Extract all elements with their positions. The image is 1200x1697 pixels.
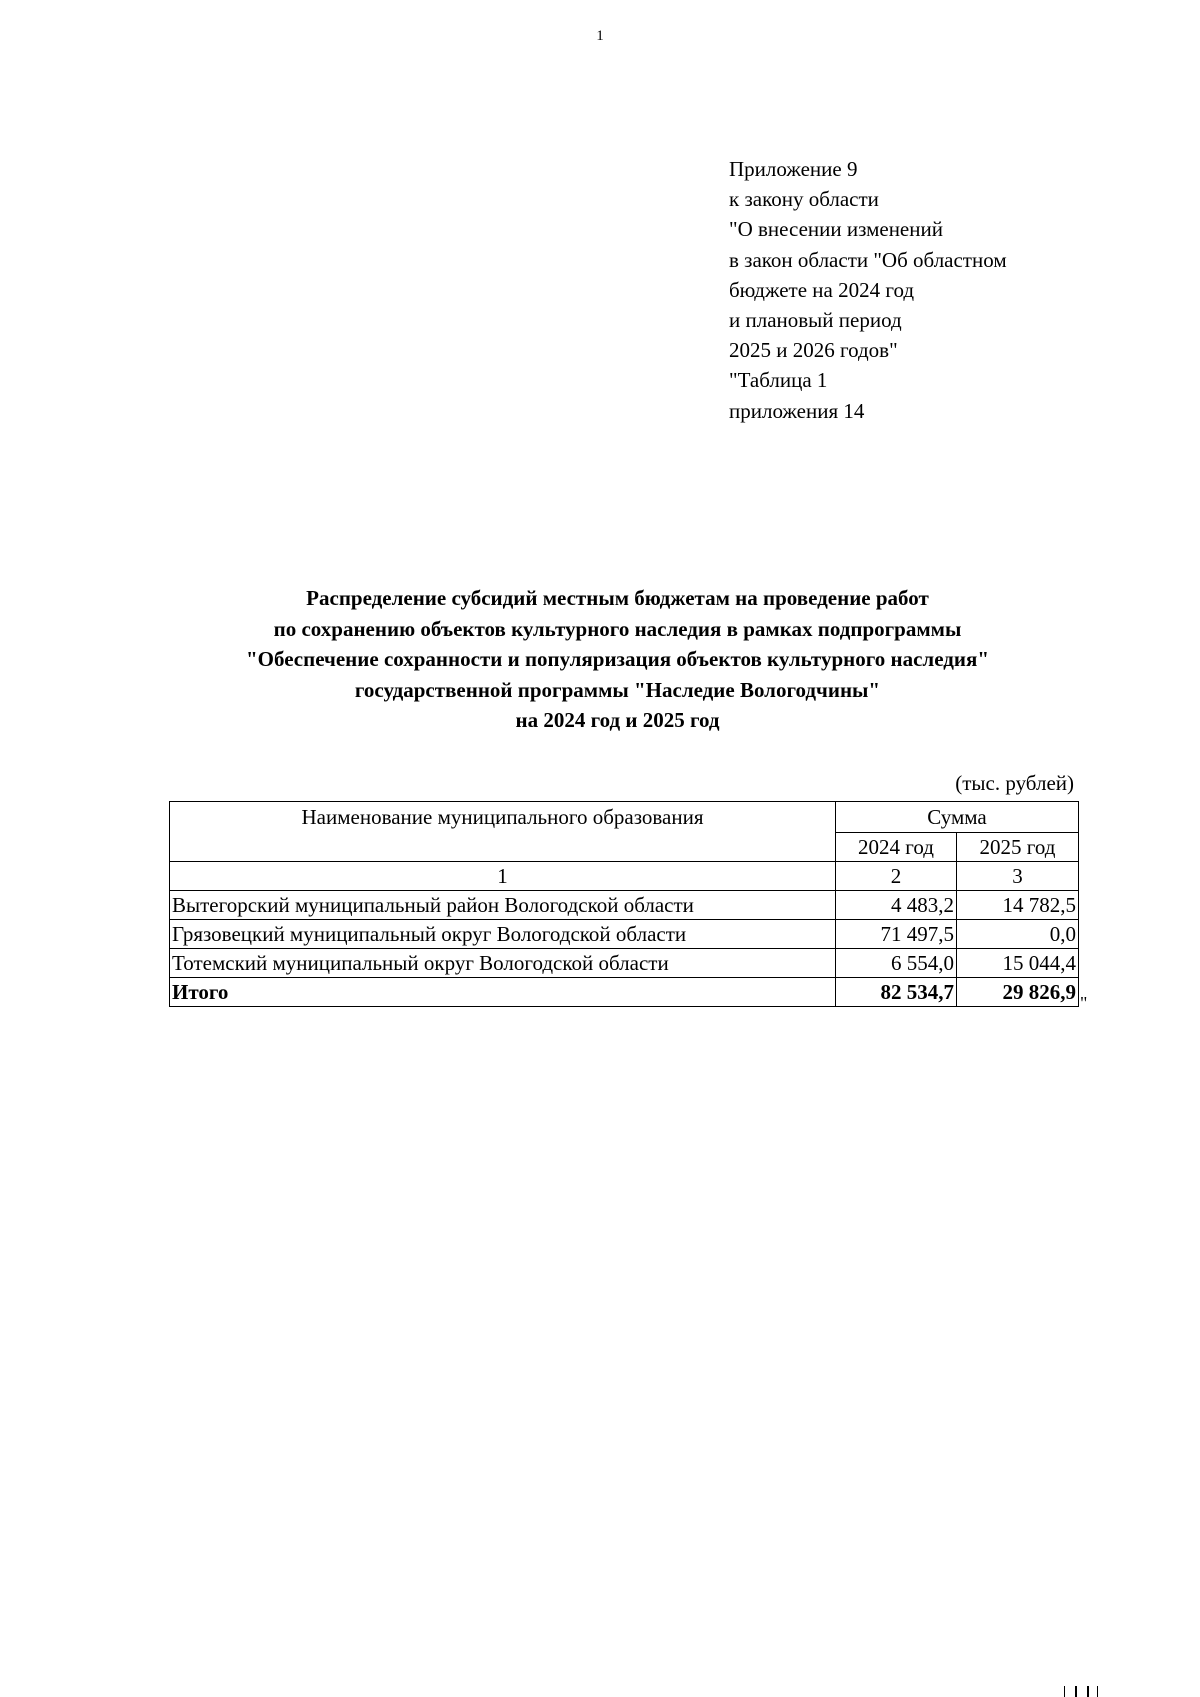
total-row: [170, 978, 1079, 1007]
units-note: (тыс. рублей): [955, 771, 1074, 795]
subsidy-table: [169, 801, 1079, 1007]
municipality-name: Тотемский муниципальный округ Вологодской области: [170, 949, 836, 978]
title-line: Распределение субсидий местным бюджетам на проведение работ: [306, 586, 929, 610]
amount-2024: 4 483,2: [836, 891, 957, 920]
closing-quote: ": [1080, 993, 1088, 1013]
appendix-line: "Таблица 1: [729, 368, 828, 393]
appendix-line: Приложение 9: [729, 157, 858, 181]
title-line: государственной программы "Наследие Вологодчины": [354, 677, 881, 702]
header-year-2024: 2024 год: [836, 833, 957, 862]
appendix-line: бюджете на 2024 год: [729, 277, 915, 302]
appendix-reference: [729, 154, 1149, 426]
scan-mark: [1064, 1686, 1098, 1697]
amount-2024: 6 554,0: [836, 949, 957, 978]
appendix-line: к закону области: [729, 187, 879, 212]
table-header-row: [170, 802, 1079, 833]
column-number: 2: [836, 862, 957, 891]
appendix-line: "О внесении изменений: [729, 217, 943, 242]
amount-2024: 71 497,5: [836, 920, 957, 949]
column-number: 3: [957, 862, 1079, 891]
total-2025: 29 826,9: [957, 978, 1079, 1007]
amount-2025: 14 782,5: [957, 891, 1079, 920]
column-number: 1: [170, 862, 836, 891]
table-row: [170, 920, 1079, 949]
total-2024: 82 534,7: [836, 978, 957, 1007]
header-sum-cell: Сумма: [836, 802, 1079, 833]
amount-2025: 15 044,4: [957, 949, 1079, 978]
municipality-name: Вытегорский муниципальный район Вологодской области: [170, 891, 836, 920]
page-number: 1: [596, 28, 604, 44]
appendix-line: в закон области "Об областном: [729, 247, 1007, 272]
appendix-line: 2025 и 2026 годов": [729, 338, 898, 363]
document-title: [150, 583, 1085, 736]
amount-2025: 0,0: [957, 920, 1079, 949]
table-row: [170, 949, 1079, 978]
municipality-name: Грязовецкий муниципальный округ Вологодской области: [170, 920, 836, 949]
title-line: "Обеспечение сохранности и популяризация объектов культурного наследия": [246, 647, 989, 671]
appendix-line: и плановый период: [729, 308, 902, 333]
header-name-cell: Наименование муниципального образования: [170, 802, 836, 862]
column-number-row: [170, 862, 1079, 891]
title-line: на 2024 год и 2025 год: [515, 708, 720, 732]
header-year-2025: 2025 год: [957, 833, 1079, 862]
title-line: по сохранению объектов культурного наследия в рамках подпрограммы: [273, 616, 962, 641]
total-label: Итого: [170, 978, 836, 1007]
table-row: [170, 891, 1079, 920]
appendix-line: приложения 14: [729, 398, 865, 423]
